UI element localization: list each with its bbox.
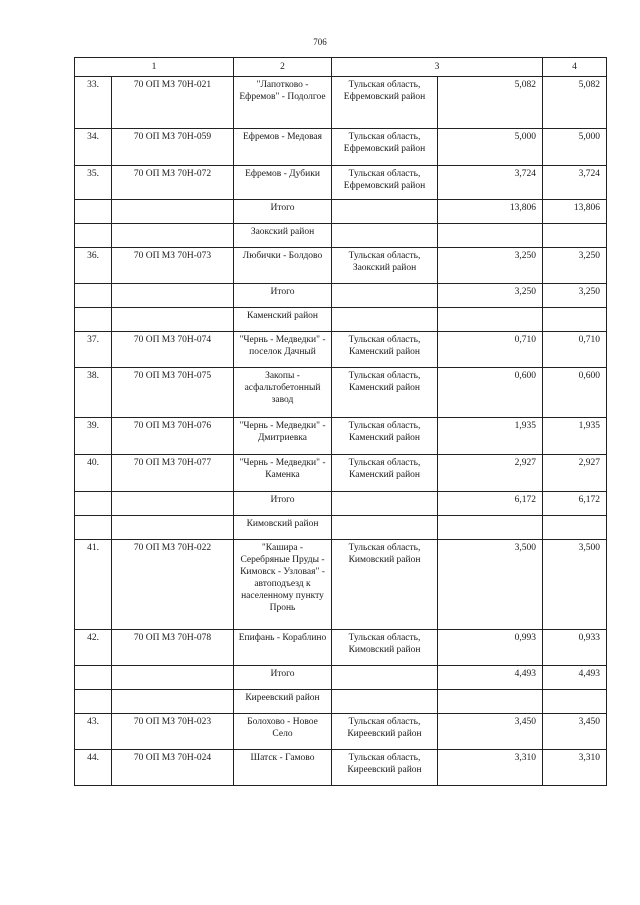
total-value: 6,172: [438, 492, 543, 516]
empty-cell: [438, 308, 543, 332]
total-row: [75, 492, 607, 516]
road-name: "Чернь - Медведки" - Дмитриевка: [234, 418, 332, 455]
road-code: 70 ОП МЗ 70Н-075: [112, 368, 234, 418]
total-row: [75, 200, 607, 224]
length-value: 3,724: [438, 166, 543, 200]
district-row: [75, 224, 607, 248]
row-number: 44.: [75, 750, 112, 786]
road-code: 70 ОП МЗ 70Н-072: [112, 166, 234, 200]
row-number: 33.: [75, 77, 112, 129]
header-col-3: 3: [332, 58, 543, 77]
row-number: 40.: [75, 455, 112, 492]
road-name: Болохово - Новое Село: [234, 714, 332, 750]
length-value-total: 3,450: [543, 714, 607, 750]
empty-cell: [75, 284, 112, 308]
header-row: [75, 58, 607, 77]
road-location: Тульская область, Ефремовский район: [332, 166, 438, 200]
table-row: [75, 129, 607, 166]
district-row: [75, 308, 607, 332]
table-row: [75, 540, 607, 630]
road-location: Тульская область, Кимовский район: [332, 630, 438, 666]
empty-cell: [438, 516, 543, 540]
district-row: [75, 690, 607, 714]
length-value: 3,450: [438, 714, 543, 750]
empty-cell: [332, 200, 438, 224]
road-location: Тульская область, Киреевский район: [332, 750, 438, 786]
road-name: "Лапотково - Ефремов" - Подолгое: [234, 77, 332, 129]
empty-cell: [543, 690, 607, 714]
table-row: [75, 332, 607, 368]
length-value-total: 0,710: [543, 332, 607, 368]
road-code: 70 ОП МЗ 70Н-024: [112, 750, 234, 786]
district-label: Киреевский район: [234, 690, 332, 714]
total-value-2: 13,806: [543, 200, 607, 224]
total-value-2: 6,172: [543, 492, 607, 516]
district-row: [75, 516, 607, 540]
table-row: [75, 166, 607, 200]
length-value: 5,082: [438, 77, 543, 129]
road-name: "Чернь - Медведки" - Каменка: [234, 455, 332, 492]
road-location: Тульская область, Ефремовский район: [332, 129, 438, 166]
length-value-total: 3,724: [543, 166, 607, 200]
empty-cell: [112, 492, 234, 516]
row-number: 42.: [75, 630, 112, 666]
road-code: 70 ОП МЗ 70Н-078: [112, 630, 234, 666]
length-value-total: 1,935: [543, 418, 607, 455]
road-location: Тульская область, Каменский район: [332, 418, 438, 455]
road-name: Епифань - Кораблино: [234, 630, 332, 666]
empty-cell: [543, 308, 607, 332]
road-code: 70 ОП МЗ 70Н-076: [112, 418, 234, 455]
total-label: Итого: [234, 284, 332, 308]
empty-cell: [75, 200, 112, 224]
row-number: 39.: [75, 418, 112, 455]
empty-cell: [75, 516, 112, 540]
empty-cell: [112, 308, 234, 332]
table-row: [75, 368, 607, 418]
table-row: [75, 77, 607, 129]
row-number: 35.: [75, 166, 112, 200]
road-location: Тульская область, Киреевский район: [332, 714, 438, 750]
road-code: 70 ОП МЗ 70Н-021: [112, 77, 234, 129]
total-value: 13,806: [438, 200, 543, 224]
table-row: [75, 248, 607, 284]
empty-cell: [332, 284, 438, 308]
total-value: 3,250: [438, 284, 543, 308]
empty-cell: [75, 492, 112, 516]
length-value-total: 3,310: [543, 750, 607, 786]
road-name: Шатск - Гамово: [234, 750, 332, 786]
length-value: 0,710: [438, 332, 543, 368]
length-value-total: 3,500: [543, 540, 607, 630]
district-label: Каменский район: [234, 308, 332, 332]
total-row: [75, 284, 607, 308]
empty-cell: [543, 516, 607, 540]
road-name: Ефремов - Медовая: [234, 129, 332, 166]
length-value: 3,500: [438, 540, 543, 630]
empty-cell: [438, 224, 543, 248]
table-row: [75, 418, 607, 455]
road-name: Закопы - асфальтобетонный завод: [234, 368, 332, 418]
length-value: 1,935: [438, 418, 543, 455]
empty-cell: [112, 516, 234, 540]
total-value: 4,493: [438, 666, 543, 690]
empty-cell: [332, 516, 438, 540]
road-location: Тульская область, Заокский район: [332, 248, 438, 284]
empty-cell: [332, 308, 438, 332]
road-location: Тульская область, Каменский район: [332, 455, 438, 492]
total-value-2: 3,250: [543, 284, 607, 308]
empty-cell: [438, 690, 543, 714]
row-number: 38.: [75, 368, 112, 418]
empty-cell: [75, 666, 112, 690]
empty-cell: [543, 224, 607, 248]
row-number: 34.: [75, 129, 112, 166]
header-col-2: 2: [234, 58, 332, 77]
table-row: [75, 714, 607, 750]
header-col-1: 1: [75, 58, 234, 77]
road-location: Тульская область, Каменский район: [332, 368, 438, 418]
road-code: 70 ОП МЗ 70Н-022: [112, 540, 234, 630]
length-value-total: 5,000: [543, 129, 607, 166]
road-code: 70 ОП МЗ 70Н-074: [112, 332, 234, 368]
empty-cell: [112, 200, 234, 224]
empty-cell: [112, 224, 234, 248]
length-value-total: 3,250: [543, 248, 607, 284]
table-body: [75, 58, 607, 786]
road-code: 70 ОП МЗ 70Н-023: [112, 714, 234, 750]
road-code: 70 ОП МЗ 70Н-059: [112, 129, 234, 166]
length-value-total: 0,600: [543, 368, 607, 418]
empty-cell: [332, 666, 438, 690]
empty-cell: [112, 284, 234, 308]
length-value: 5,000: [438, 129, 543, 166]
empty-cell: [75, 224, 112, 248]
district-label: Кимовский район: [234, 516, 332, 540]
row-number: 43.: [75, 714, 112, 750]
row-number: 41.: [75, 540, 112, 630]
total-label: Итого: [234, 492, 332, 516]
road-code: 70 ОП МЗ 70Н-073: [112, 248, 234, 284]
empty-cell: [75, 690, 112, 714]
length-value: 3,310: [438, 750, 543, 786]
road-location: Тульская область, Ефремовский район: [332, 77, 438, 129]
empty-cell: [332, 224, 438, 248]
length-value: 0,600: [438, 368, 543, 418]
row-number: 37.: [75, 332, 112, 368]
length-value-total: 0,933: [543, 630, 607, 666]
total-row: [75, 666, 607, 690]
empty-cell: [112, 690, 234, 714]
length-value-total: 5,082: [543, 77, 607, 129]
empty-cell: [75, 308, 112, 332]
length-value: 0,993: [438, 630, 543, 666]
empty-cell: [332, 690, 438, 714]
road-name: "Кашира - Серебряные Пруды - Кимовск - Узловая" - автоподъезд к населенному пункту Пронь: [234, 540, 332, 630]
total-label: Итого: [234, 200, 332, 224]
road-name: Любички - Болдово: [234, 248, 332, 284]
table-row: [75, 455, 607, 492]
empty-cell: [332, 492, 438, 516]
roads-table: [74, 57, 607, 786]
road-location: Тульская область, Кимовский район: [332, 540, 438, 630]
road-location: Тульская область, Каменский район: [332, 332, 438, 368]
page-number: 706: [313, 37, 327, 47]
length-value: 2,927: [438, 455, 543, 492]
total-label: Итого: [234, 666, 332, 690]
road-name: Ефремов - Дубики: [234, 166, 332, 200]
table-row: [75, 750, 607, 786]
road-name: "Чернь - Медведки" - поселок Дачный: [234, 332, 332, 368]
total-value-2: 4,493: [543, 666, 607, 690]
district-label: Заокский район: [234, 224, 332, 248]
table-row: [75, 630, 607, 666]
length-value: 3,250: [438, 248, 543, 284]
row-number: 36.: [75, 248, 112, 284]
header-col-4: 4: [543, 58, 607, 77]
length-value-total: 2,927: [543, 455, 607, 492]
road-code: 70 ОП МЗ 70Н-077: [112, 455, 234, 492]
empty-cell: [112, 666, 234, 690]
